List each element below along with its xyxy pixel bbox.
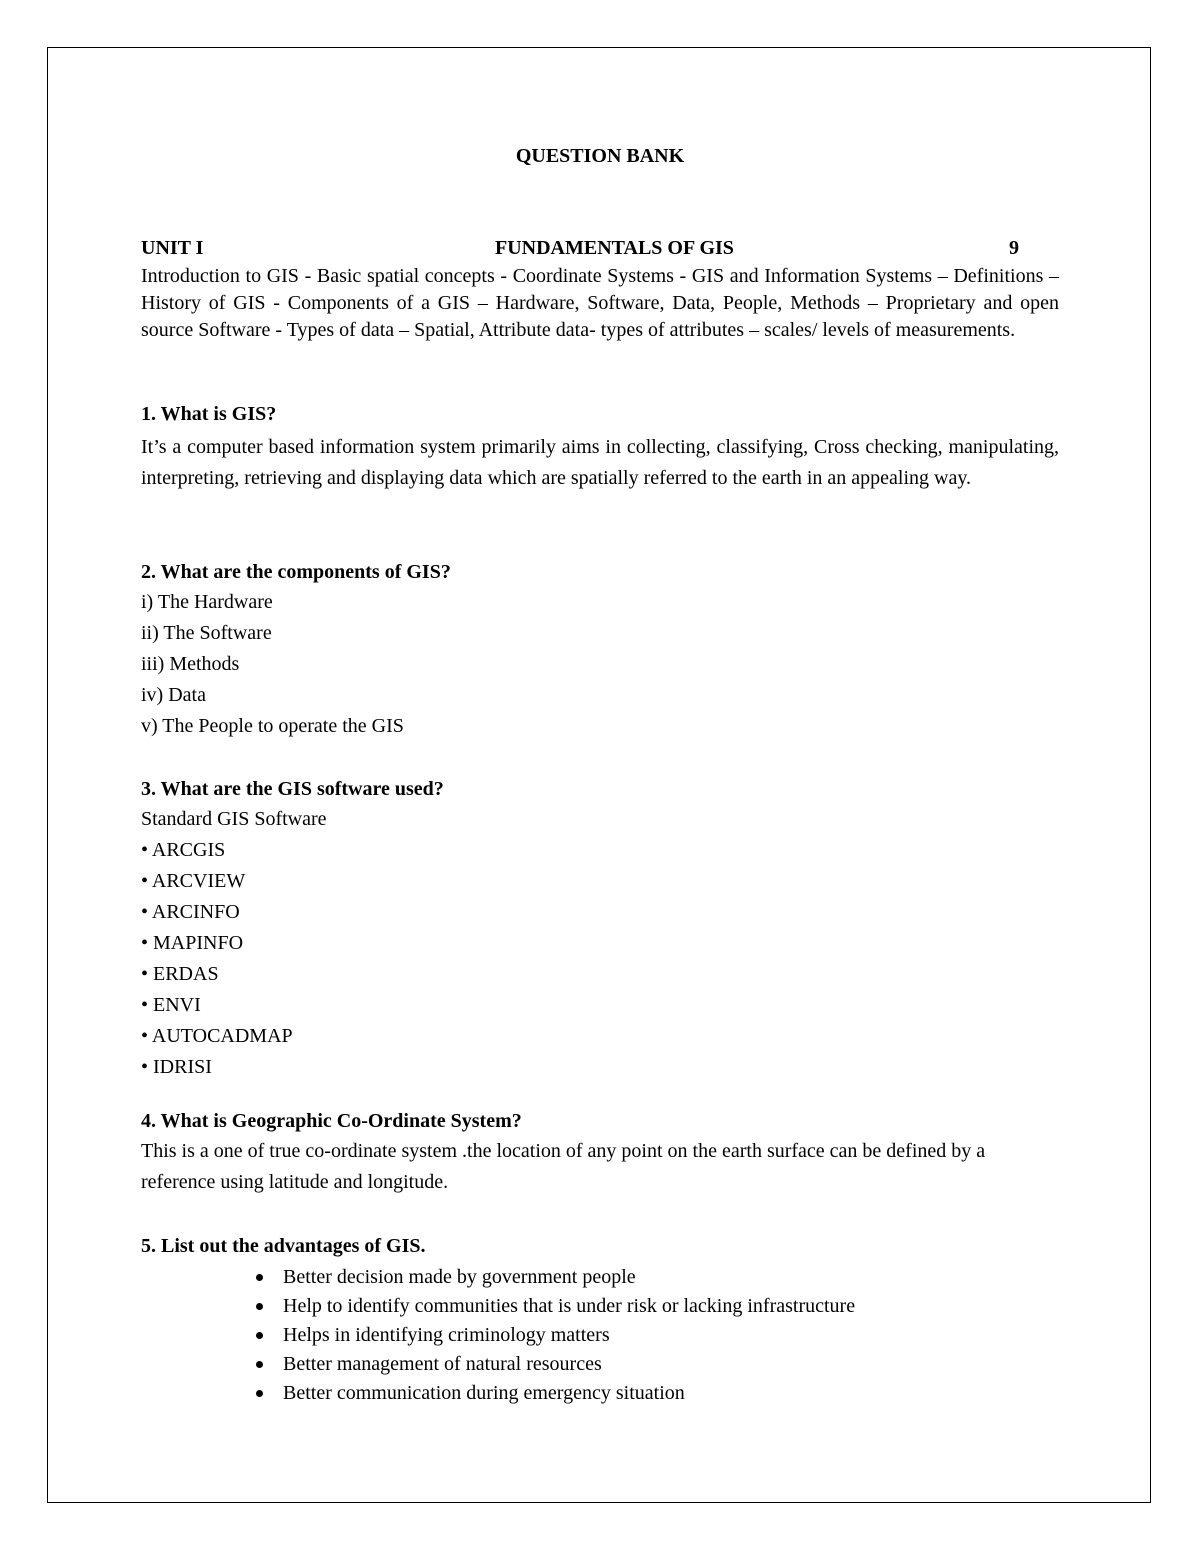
list-item: ii) The Software: [141, 622, 272, 644]
question-2: 2. What are the components of GIS?: [141, 561, 451, 583]
list-item: iii) Methods: [141, 653, 240, 675]
unit-header: [141, 237, 1019, 263]
question-3: 3. What are the GIS software used?: [141, 778, 444, 800]
question-1: 1. What is GIS?: [141, 403, 277, 425]
list-item: i) The Hardware: [141, 591, 273, 613]
list-item: Better management of natural resources: [256, 1350, 855, 1379]
page-title: QUESTION BANK: [515, 145, 685, 167]
software-list: [141, 804, 327, 1083]
list-item: Help to identify communities that is under risk or lacking infrastructure: [256, 1292, 855, 1321]
components-list: [141, 587, 404, 742]
unit-title: FUNDAMENTALS OF GIS: [495, 237, 734, 259]
list-item: Helps in identifying criminology matters: [256, 1321, 855, 1350]
list-item: Better decision made by government people: [256, 1263, 855, 1292]
answer-1: It’s a computer based information system primarily aims in collecting, classifying, Cross checking, manipulating, interpreting, retrieving and displaying data which are spatially referred to the earth in an appealing way.: [141, 436, 1059, 489]
list-item: • ERDAS: [141, 963, 219, 985]
question-4: 4. What is Geographic Co-Ordinate System?: [141, 1110, 522, 1132]
list-item: • ARCGIS: [141, 839, 226, 861]
list-item: • IDRISI: [141, 1056, 212, 1078]
list-item: • AUTOCADMAP: [141, 1025, 293, 1047]
list-item: • ARCINFO: [141, 901, 240, 923]
list-item: Better communication during emergency situation: [256, 1379, 855, 1408]
unit-hours: 9: [1009, 237, 1019, 259]
list-item: iv) Data: [141, 684, 206, 706]
list-item: • MAPINFO: [141, 932, 244, 954]
answer-4: This is a one of true co-ordinate system .the location of any point on the earth surface can be defined by a reference using latitude and longitude.: [141, 1140, 986, 1193]
advantages-list: [256, 1263, 855, 1408]
list-intro: Standard GIS Software: [141, 808, 327, 830]
list-item: • ENVI: [141, 994, 201, 1016]
unit-syllabus: Introduction to GIS - Basic spatial concepts - Coordinate Systems - GIS and Information Systems – Definitions – History of GIS - Components of a GIS – Hardware, Software, Data, People, Methods – Proprietary and open source Software - Types of data – Spatial, Attribute data- types of attributes – scales/ levels of measurements.: [141, 265, 1059, 341]
list-item: • ARCVIEW: [141, 870, 246, 892]
unit-label: UNIT I: [141, 237, 204, 259]
question-5: 5. List out the advantages of GIS.: [141, 1235, 426, 1257]
list-item: v) The People to operate the GIS: [141, 715, 404, 737]
